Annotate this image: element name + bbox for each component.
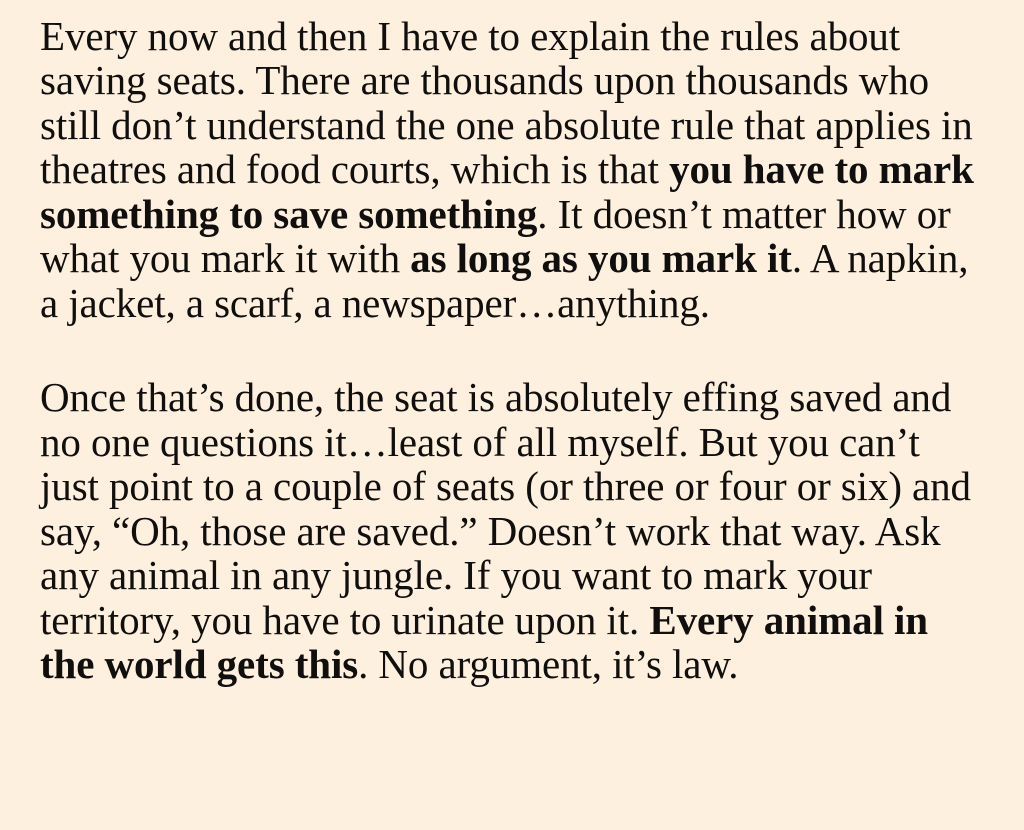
- text-run: . It doesn’t matter how or what you mark it with: [40, 190, 951, 282]
- text-run: Once that’s done, the seat is absolutely effing saved and no one questions it…least of all myself. But you can’t just point to a couple of seats (or three or four or six) and say, “Oh, those are saved.” Doesn’t work that way. Ask any animal in any jungle. If you want to mark your territory, you have to urinate upon it.: [40, 374, 971, 643]
- text-run: Every now and then I have to explain the rules about saving seats. There are thousands upon thousands who still don’t understand the one absolute rule that applies in theatres and food courts, which is that: [40, 13, 973, 193]
- paragraph-1: [40, 14, 980, 325]
- text-run: . A napkin, a jacket, a scarf, a newspaper…anything.: [40, 235, 969, 326]
- text-run: . No argument, it’s law.: [358, 641, 739, 688]
- emphasis-run: you have to mark something to save something: [40, 146, 974, 237]
- emphasis-run: as long as you mark it: [410, 235, 792, 282]
- paragraph-2: [40, 375, 980, 686]
- emphasis-run: Every animal in the world gets this: [40, 596, 929, 688]
